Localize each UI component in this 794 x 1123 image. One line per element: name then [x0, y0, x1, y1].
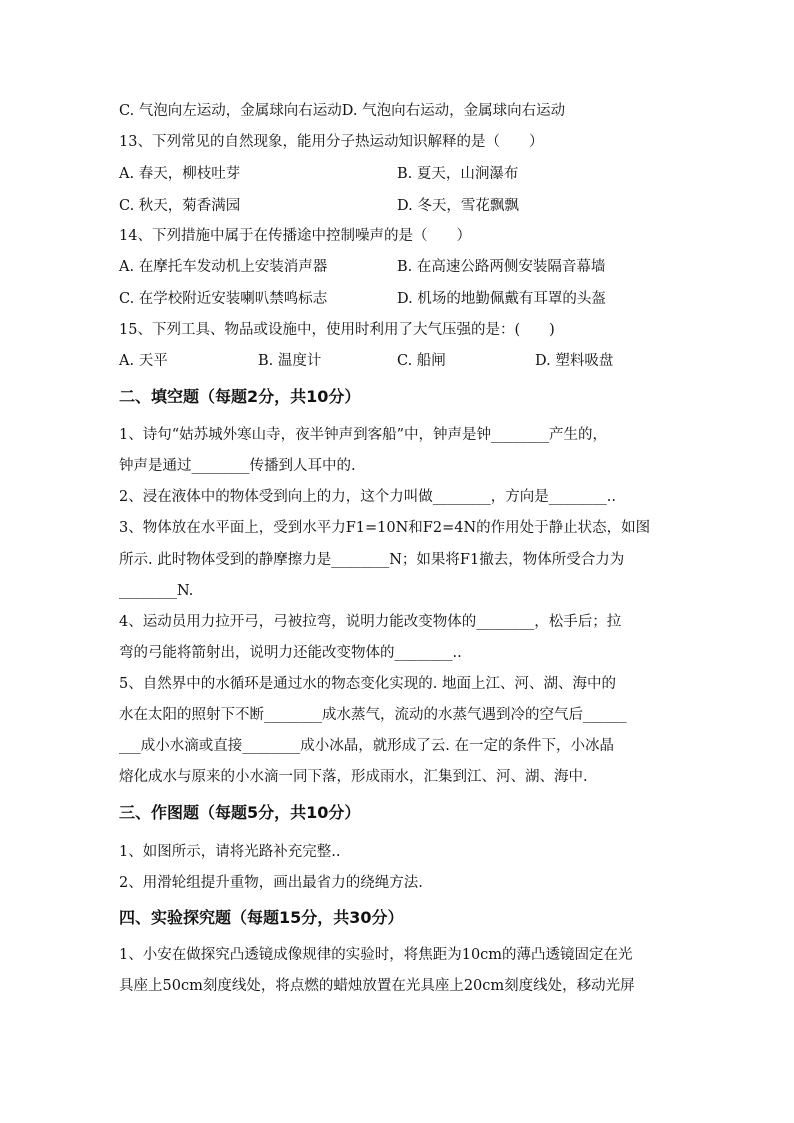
- q13-option-d: D. 冬天，雪花飘飘: [397, 198, 519, 214]
- q13-option-c: C. 秋天，菊香满园: [119, 198, 241, 214]
- q14-option-c: C. 在学校附近安装喇叭禁鸣标志: [119, 291, 328, 307]
- q15-option-a: A. 天平: [119, 353, 168, 369]
- experiment-q1-line1: 1、小安在做探究凸透镜成像规律的实验时，将焦距为10cm的薄凸透镜固定在光: [119, 947, 633, 963]
- q12-option-cd: C. 气泡向左运动，金属球向右运动D. 气泡向右运动，金属球向右运动: [119, 103, 566, 119]
- q14-option-d: D. 机场的地勤佩戴有耳罩的头盔: [397, 291, 606, 307]
- fill-q5-line1: 5、自然界中的水循环是通过水的物态变化实现的. 地面上江、河、湖、海中的: [119, 676, 616, 692]
- q14-option-a: A. 在摩托车发动机上安装消声器: [119, 259, 328, 275]
- fill-q3-line1: 3、物体放在水平面上，受到水平力F1=10N和F2=4N的作用处于静止状态，如图: [119, 520, 651, 536]
- fill-q5-line3: ___成小水滴或直接________成小冰晶，就形成了云. 在一定的条件下，小冰晶: [119, 738, 614, 754]
- drawing-q1: 1、如图所示，请将光路补充完整..: [119, 844, 341, 860]
- q13-option-b: B. 夏天，山涧瀑布: [397, 166, 519, 182]
- experiment-q1-line2: 具座上50cm刻度线处，将点燃的蜡烛放置在光具座上20cm刻度线处，移动光屏: [119, 978, 635, 994]
- fill-q4-line1: 4、运动员用力拉开弓，弓被拉弯，说明力能改变物体的________，松手后；拉: [119, 614, 622, 630]
- q13-stem: 13、下列常见的自然现象，能用分子热运动知识解释的是（ ）: [119, 134, 544, 150]
- fill-q4-line2: 弯的弓能将箭射出，说明力还能改变物体的________..: [119, 645, 462, 661]
- fill-q1-line2: 钟声是通过________传播到人耳中的.: [119, 458, 356, 474]
- fill-q2-line1: 2、浸在液体中的物体受到向上的力，这个力叫做________，方向是________..: [119, 489, 616, 505]
- section-fill-blank-title: 二、填空题（每题2分，共10分）: [119, 387, 361, 406]
- drawing-q2: 2、用滑轮组提升重物，画出最省力的绕绳方法.: [119, 875, 423, 891]
- section-drawing-title: 三、作图题（每题5分，共10分）: [119, 803, 361, 822]
- fill-q5-line4: 熔化成水与原来的小水滴一同下落，形成雨水，汇集到江、河、湖、海中.: [119, 769, 588, 785]
- q15-option-c: C. 船闸: [397, 353, 446, 369]
- fill-q3-line2: 所示. 此时物体受到的静摩擦力是________N；如果将F1撤去，物体所受合力为: [119, 552, 625, 568]
- q14-option-b: B. 在高速公路两侧安装隔音幕墙: [397, 259, 606, 275]
- q15-stem: 15、下列工具、物品或设施中，使用时利用了大气压强的是：( ): [119, 322, 555, 338]
- q13-option-a: A. 春天，柳枝吐芽: [119, 166, 241, 182]
- q15-option-d: D. 塑料吸盘: [535, 353, 614, 369]
- q15-option-b: B. 温度计: [258, 353, 322, 369]
- section-experiment-title: 四、实验探究题（每题15分，共30分）: [119, 908, 404, 927]
- fill-q3-line3: ________N.: [119, 583, 194, 599]
- fill-q5-line2: 水在太阳的照射下不断________成水蒸气，流动的水蒸气遇到冷的空气后______: [119, 707, 627, 723]
- q14-stem: 14、下列措施中属于在传播途中控制噪声的是（ ）: [119, 228, 471, 244]
- fill-q1-line1: 1、诗句“姑苏城外寒山寺，夜半钟声到客船”中，钟声是钟________产生的，: [119, 427, 608, 443]
